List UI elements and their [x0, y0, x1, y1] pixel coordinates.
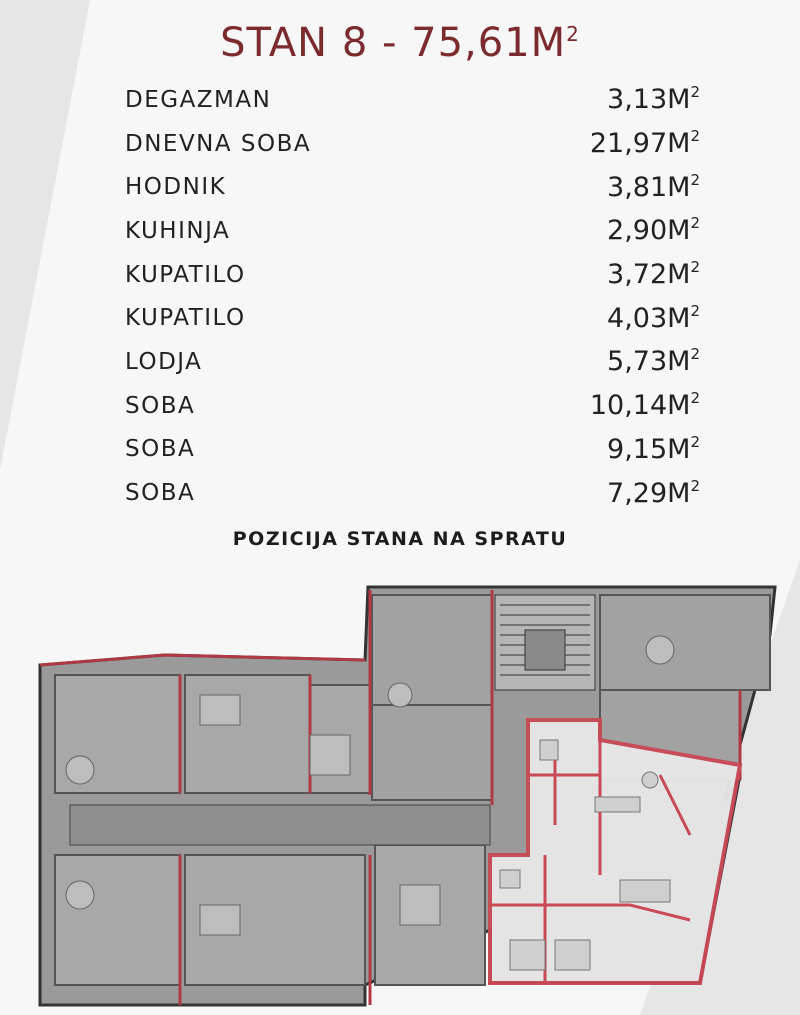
- room-area: [530, 84, 700, 115]
- room-area: [530, 128, 700, 159]
- room-name: HODNIK: [125, 174, 227, 201]
- room-area-exp: 2: [690, 83, 700, 102]
- room-name: DNEVNA SOBA: [125, 130, 312, 157]
- room-name: LODJA: [125, 348, 203, 375]
- room-name: DEGAZMAN: [125, 86, 272, 113]
- room-area-unit: M: [667, 215, 691, 247]
- room-area-unit: M: [667, 171, 691, 203]
- room-list: [125, 78, 700, 515]
- room-area-exp: 2: [690, 432, 700, 451]
- room-row: [125, 471, 700, 515]
- room-row: [125, 122, 700, 166]
- room-area-exp: 2: [690, 170, 700, 189]
- room-area-unit: M: [667, 302, 691, 334]
- room-area-exp: 2: [690, 476, 700, 495]
- room-area: [530, 390, 700, 421]
- central-corridor: [70, 805, 490, 845]
- stair-core: [495, 595, 595, 690]
- room-row: [125, 253, 700, 297]
- room-area-value: 9,15: [607, 433, 668, 465]
- room-area: [530, 172, 700, 203]
- apartment-title-text: STAN 8 - 75,61: [220, 20, 531, 66]
- room-area-unit: M: [667, 346, 691, 378]
- apartment-title-exp: 2: [566, 22, 580, 46]
- room-area-value: 2,90: [607, 215, 668, 247]
- room-area-value: 7,29: [607, 477, 668, 509]
- room-row: [125, 384, 700, 428]
- room-area: [530, 478, 700, 509]
- room-area-value: 3,72: [607, 259, 668, 291]
- room-area: [530, 303, 700, 334]
- room-area-unit: M: [667, 84, 691, 116]
- room-area-value: 5,73: [607, 346, 668, 378]
- apartment-title-unit: M: [530, 20, 567, 66]
- room-area-value: 21,97: [589, 128, 668, 160]
- room-name: SOBA: [125, 392, 196, 419]
- room-row: [125, 428, 700, 472]
- floor-position-heading: POZICIJA STANA NA SPRATU: [232, 528, 568, 550]
- room-name: KUPATILO: [125, 305, 246, 332]
- room-row: [125, 296, 700, 340]
- room-name: KUHINJA: [125, 217, 231, 244]
- room-area-exp: 2: [690, 214, 700, 233]
- room-row: [125, 340, 700, 384]
- room-area-unit: M: [667, 390, 691, 422]
- room-area-unit: M: [667, 433, 691, 465]
- room-area-value: 10,14: [589, 390, 668, 422]
- room-area-exp: 2: [690, 258, 700, 277]
- room-area-exp: 2: [690, 301, 700, 320]
- room-area-unit: M: [667, 477, 691, 509]
- room-area: [530, 434, 700, 465]
- room-area-value: 3,81: [607, 171, 668, 203]
- room-row: [125, 78, 700, 122]
- room-row: [125, 165, 700, 209]
- room-area: [530, 259, 700, 290]
- room-area-value: 4,03: [607, 302, 668, 334]
- room-row: [125, 209, 700, 253]
- room-area-value: 3,13: [607, 84, 668, 116]
- room-area: [530, 346, 700, 377]
- room-area-unit: M: [667, 128, 691, 160]
- room-name: KUPATILO: [125, 261, 246, 288]
- room-area-exp: 2: [690, 389, 700, 408]
- room-name: SOBA: [125, 480, 196, 507]
- room-name: SOBA: [125, 436, 196, 463]
- room-area-exp: 2: [690, 127, 700, 146]
- room-area-unit: M: [667, 259, 691, 291]
- floor-plan: [0, 575, 800, 1015]
- room-area-exp: 2: [690, 345, 700, 364]
- apartment-title: [0, 20, 800, 66]
- room-area: [530, 215, 700, 246]
